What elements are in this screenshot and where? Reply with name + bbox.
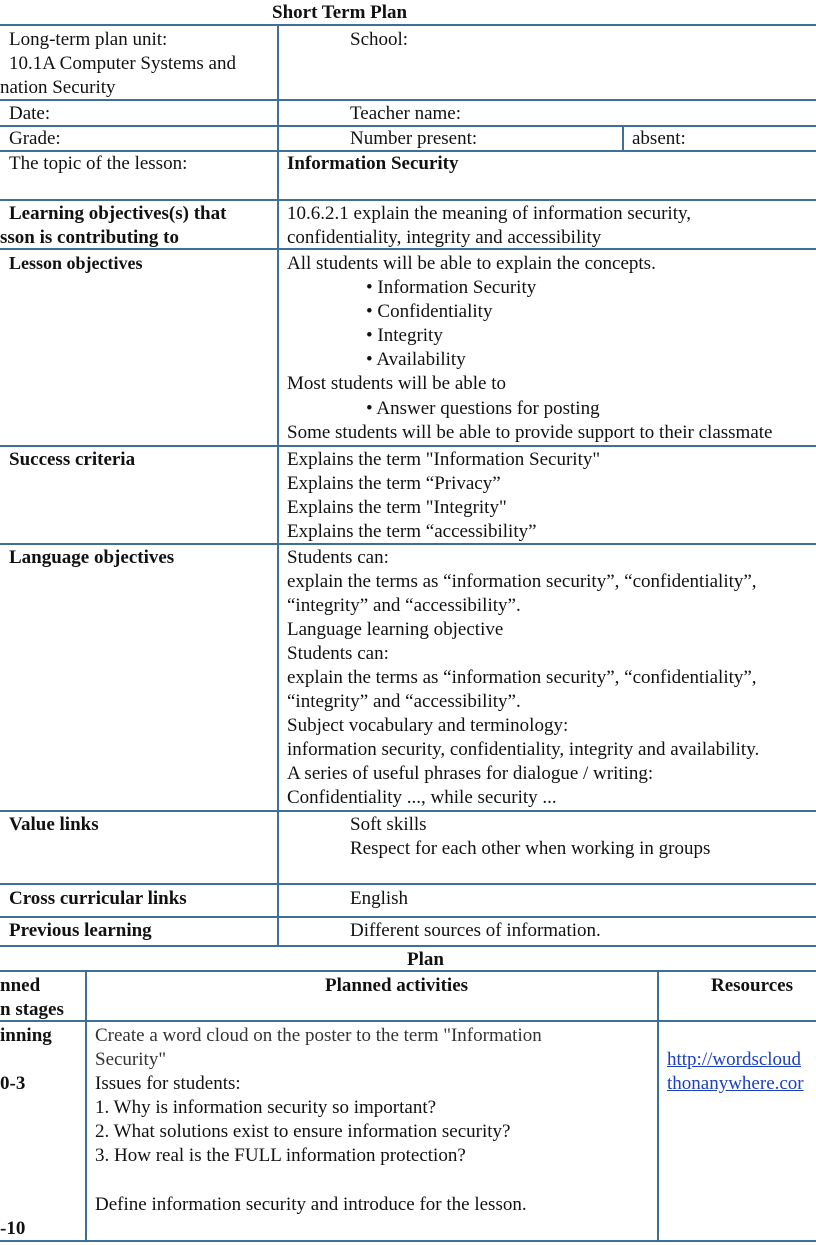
document-title: Short Term Plan bbox=[272, 2, 408, 23]
lesson-objective-line: Most students will be able to bbox=[287, 373, 507, 394]
language-objective-line: Language learning objective bbox=[287, 619, 504, 640]
value-links-label: Value links bbox=[9, 814, 99, 835]
success-criteria-line: Explains the term “Privacy” bbox=[287, 473, 501, 494]
row-border bbox=[0, 1020, 816, 1022]
row-border bbox=[0, 883, 816, 885]
planned-stages-header-cont: n stages bbox=[0, 999, 64, 1020]
success-criteria-line: Explains the term "Information Security" bbox=[287, 449, 601, 470]
activity-line: 2. What solutions exist to ensure information security? bbox=[95, 1121, 511, 1142]
activity-line: Create a word cloud on the poster to the term "Information bbox=[95, 1025, 542, 1046]
lesson-objective-bullet: • Availability bbox=[366, 349, 466, 370]
activity-line: Define information security and introduce for the lesson. bbox=[95, 1194, 527, 1215]
lesson-objectives-label: Lesson objectives bbox=[9, 253, 143, 273]
language-objective-line: explain the terms as “information security”, “confidentiality”, bbox=[287, 667, 757, 688]
language-objective-line: information security, confidentiality, integrity and availability. bbox=[287, 739, 760, 760]
long-term-plan-unit-cont: nation Security bbox=[0, 77, 116, 98]
plan-title: Plan bbox=[407, 949, 444, 970]
cross-curricular-label: Cross curricular links bbox=[9, 888, 187, 909]
lesson-objective-bullet: • Information Security bbox=[366, 277, 537, 298]
success-criteria-label: Success criteria bbox=[9, 449, 136, 470]
language-objective-line: explain the terms as “information security”, “confidentiality”, bbox=[287, 571, 757, 592]
topic-value: Information Security bbox=[287, 153, 459, 174]
date-label: Date: bbox=[9, 103, 51, 124]
resource-link[interactable]: http://wordscloud bbox=[667, 1049, 802, 1070]
lesson-objective-bullet: • Integrity bbox=[366, 325, 443, 346]
value-links-line: Soft skills bbox=[350, 814, 427, 835]
language-objective-line: “integrity” and “accessibility”. bbox=[287, 595, 521, 616]
row-border bbox=[0, 945, 816, 947]
lesson-objective-bullet: • Answer questions for posting bbox=[366, 398, 600, 419]
topic-label: The topic of the lesson: bbox=[9, 153, 188, 174]
row-border bbox=[0, 916, 816, 918]
language-objectives-label: Language objectives bbox=[9, 547, 175, 568]
previous-learning-value: Different sources of information. bbox=[350, 920, 601, 941]
row-border bbox=[0, 99, 816, 101]
long-term-plan-unit: 10.1A Computer Systems and bbox=[9, 53, 236, 74]
stage-time-end: -10 bbox=[0, 1218, 26, 1239]
learning-objectives-value-cont: confidentiality, integrity and accessibility bbox=[287, 227, 602, 248]
cross-curricular-value: English bbox=[350, 888, 409, 909]
lesson-objective-bullet: • Confidentiality bbox=[366, 301, 493, 322]
number-present-label: Number present: bbox=[350, 128, 478, 149]
lesson-objective-line: All students will be able to explain the concepts. bbox=[287, 253, 656, 274]
success-criteria-line: Explains the term "Integrity" bbox=[287, 497, 507, 518]
stage-time: 0-3 bbox=[0, 1073, 26, 1094]
success-criteria-line: Explains the term “accessibility” bbox=[287, 521, 537, 542]
activity-line: 1. Why is information security so important? bbox=[95, 1097, 437, 1118]
language-objective-line: “integrity” and “accessibility”. bbox=[287, 691, 521, 712]
learning-objectives-value: 10.6.2.1 explain the meaning of information security, bbox=[287, 203, 692, 224]
language-objective-line: A series of useful phrases for dialogue / writing: bbox=[287, 763, 654, 784]
column-divider bbox=[657, 970, 659, 1242]
grade-label: Grade: bbox=[9, 128, 61, 149]
column-divider bbox=[277, 24, 279, 946]
language-objective-line: Students can: bbox=[287, 547, 389, 568]
resource-link-cont[interactable]: thonanywhere.cor bbox=[667, 1073, 804, 1094]
language-objective-line: Subject vocabulary and terminology: bbox=[287, 715, 569, 736]
activity-line: 3. How real is the FULL information protection? bbox=[95, 1145, 466, 1166]
absent-label: absent: bbox=[632, 128, 686, 149]
activity-line: Security" bbox=[95, 1049, 167, 1070]
column-divider bbox=[85, 970, 87, 1242]
table-top-border bbox=[0, 24, 816, 26]
value-links-line: Respect for each other when working in groups bbox=[350, 838, 711, 859]
table-bottom-border bbox=[0, 1240, 816, 1242]
row-border bbox=[0, 810, 816, 812]
long-term-plan-label: Long-term plan unit: bbox=[9, 29, 168, 50]
school-label: School: bbox=[350, 29, 409, 50]
row-border bbox=[0, 445, 816, 447]
language-objective-line: Confidentiality ..., while security ... bbox=[287, 787, 557, 808]
row-border bbox=[0, 199, 816, 201]
resources-header: Resources bbox=[711, 975, 793, 996]
learning-objectives-label: Learning objectives(s) that bbox=[9, 203, 227, 224]
lesson-objective-line: Some students will be able to provide support to their classmate bbox=[287, 422, 773, 443]
learning-objectives-label-cont: sson is contributing to bbox=[0, 227, 179, 248]
language-objective-line: Students can: bbox=[287, 643, 389, 664]
planned-stages-header: nned bbox=[0, 975, 41, 996]
previous-learning-label: Previous learning bbox=[9, 920, 152, 941]
planned-activities-header: Planned activities bbox=[325, 975, 469, 996]
stage-name: inning bbox=[0, 1025, 52, 1046]
teacher-name-label: Teacher name: bbox=[350, 103, 462, 124]
column-divider bbox=[622, 125, 624, 151]
activity-line: Issues for students: bbox=[95, 1073, 241, 1094]
